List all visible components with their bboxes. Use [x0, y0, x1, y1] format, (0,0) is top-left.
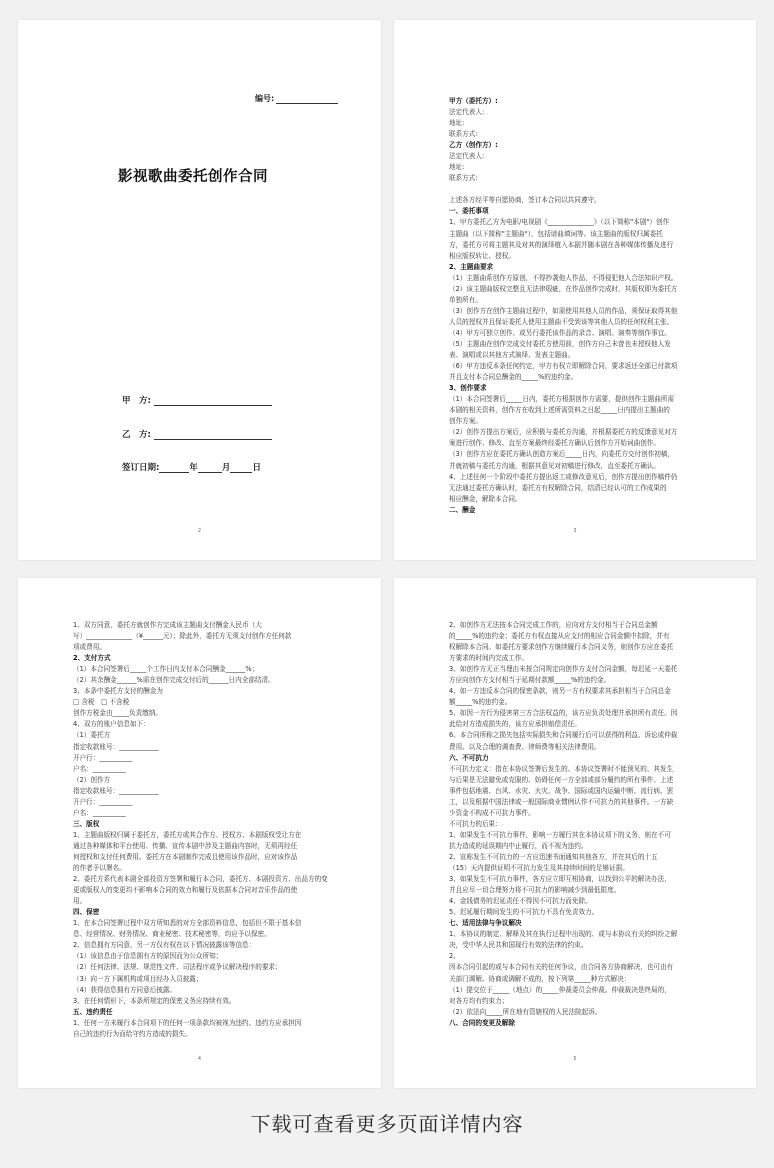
text-line: 创作方案。 — [449, 417, 482, 426]
text-line: （2）该主题曲版权完整且无法律瑕疵，在作品创作完成时，其版权即为委托方 — [449, 284, 678, 293]
text-line: （1）委托方 — [73, 731, 111, 740]
section-heading: 乙方（创作方）: — [449, 141, 498, 150]
contract-number — [255, 93, 338, 104]
download-caption: 下载可查看更多页面详情内容 — [250, 1112, 524, 1136]
text-line: 不可抗力定义：指在本协议签署后发生的、本协议签署时不能预见的、其发生 — [449, 764, 674, 773]
text-line: 抗力造成的延误期内中止履行，而不视为违约。 — [449, 841, 588, 850]
page-5-body — [449, 620, 709, 1029]
text-line: 4、如一方违反本合同的保密条款，则另一方有权要求其承担相当于合同总金 — [449, 687, 671, 696]
text-line: □ 含税 □ 不含税 — [73, 698, 130, 707]
text-line: （2）任何法律、法规、规范性文件、司法程序或争议解决程序的要求； — [73, 963, 282, 972]
text-line: 3、在任何情形下，本条所规定的保密义务应持续有效。 — [73, 996, 236, 1005]
day-label: 日 — [252, 463, 261, 473]
text-line: 1、主题曲版权归属于委托方，委托方或其合作方、授权方、本剧版权受让方在 — [73, 830, 302, 839]
contract-title: 影视歌曲委托创作合同 — [118, 169, 268, 185]
section-heading: 五、违约责任 — [73, 1007, 113, 1016]
text-line: （6）甲方违反本条任何约定，甲方有权立即解除合同，要求返还全部已付款项 — [449, 362, 678, 371]
text-line: 并且支付本合同总酬金的_____%的违约金。 — [449, 373, 578, 382]
text-line: 相应酬金，解除本合同。 — [449, 494, 522, 503]
text-line: 额_____%的违约金。 — [449, 698, 512, 707]
text-line: （1）主题曲系创作方原创，不得抄袭他人作品，不得侵犯他人合法知识产权。 — [449, 273, 678, 282]
text-line: （3）创作方在创作主题曲过程中，如需使用其他人员的作品，须保证取得其他 — [449, 306, 678, 315]
section-heading: 六、不可抗力 — [449, 753, 489, 762]
text-line: 对各方均有约束力； — [449, 996, 509, 1005]
text-line: 决，受中华人民共和国现行有效的法律的约束。 — [449, 941, 588, 950]
text-line: 3、本条中委托方支付的酬金为 — [73, 687, 163, 696]
party-a-label: 甲 方: — [122, 396, 151, 406]
text-line: 与后果是无法避免或克服的、妨碍任何一方全部或部分履约的所有事件。上述 — [449, 775, 674, 784]
contract-number-label: 编号: — [255, 94, 275, 103]
text-line: 2、如创作方无法按本合同完成工作的，应向对方支付相当于合同总金额 — [449, 621, 658, 629]
text-line: 并就初稿与委托方沟通，根据其意见对初稿进行修改，直至委托方确认。 — [449, 461, 660, 470]
text-line: （4）获得信息拥有方同意后披露。 — [73, 985, 177, 994]
text-line: 4、金钱债务的迟延责任不得因不可抗力而免除。 — [449, 897, 592, 906]
text-line: 表、演唱或以其他方式演绎、发表主题曲。 — [449, 351, 575, 360]
section-heading: 二、酬金 — [449, 505, 476, 514]
text-line: 指定收款账号：____________ — [73, 786, 159, 795]
text-line: 费用、以及合理的调查费、律师费等相关法律费用。 — [449, 742, 601, 751]
text-line: 无法通过委托方确认时，委托方有权解除合同，结清已经认可的工作成果的 — [449, 483, 667, 492]
text-line: 5、迟延履行期间发生的不可抗力不具有免责效力。 — [449, 908, 599, 917]
year-label: 年 — [189, 463, 198, 473]
text-line: 4、上述任何一个阶段中委托方提出返工或修改意见后，创作方提出创作稿件仍 — [449, 472, 678, 481]
text-line: 1、任何一方未履行本合同项下的任何一项条款均被视为违约。违约方应承担因 — [73, 1018, 302, 1027]
text-line: 的作者予以署名。 — [73, 864, 126, 873]
page-3-body — [449, 96, 709, 516]
text-line: 主题曲（以下简称"主题曲"），包括谱曲填词等。该主题曲的版权归属委托 — [449, 229, 663, 238]
text-line: 上述各方经平等自愿协商，签订本合同以共同遵守。 — [449, 196, 601, 205]
section-heading: 3、创作要求 — [449, 384, 487, 393]
text-line: 相应版权转让、授权。 — [449, 251, 515, 260]
text-line: 地址: — [449, 163, 465, 172]
page-number: 2 — [197, 528, 202, 534]
text-line: 法定代表人: — [449, 152, 485, 161]
text-line: （2）创作方 — [73, 775, 111, 784]
text-line: 1、在本合同签署过程中双方所知悉的对方全部资料信息，包括但不限于基本信 — [73, 919, 302, 928]
page-4 — [18, 578, 381, 1088]
page-cover — [18, 20, 381, 560]
year-blank — [159, 463, 189, 473]
text-line: 2、 — [449, 952, 460, 961]
section-heading: 2、主题曲要求 — [449, 262, 494, 271]
text-line: 项或费用。 — [73, 643, 106, 652]
text-line: 关部门调解。协商或调解不成的，按下列第_____种方式解决： — [449, 974, 631, 983]
party-b-label: 乙 方: — [122, 430, 151, 440]
text-line: 4、双方的账户信息如下： — [73, 720, 150, 729]
text-line: 法定代表人: — [449, 108, 485, 117]
text-line: 不可抗力的后果： — [449, 819, 502, 828]
page-3 — [394, 20, 756, 560]
text-line: 2、委托方系代表本剧全部投资方签署和履行本合同，委托方、本剧投资方、出品方的变 — [73, 875, 328, 884]
text-line: 6、本合同所称之损失包括实际损失和合同履行后可以获得的利益、诉讼或仲裁 — [449, 731, 678, 740]
day-blank — [230, 463, 252, 473]
text-line: 3、如果发生不可抗力事件，各方应立即互相协商，以找到公平的解决办法， — [449, 875, 671, 884]
text-line: 事件包括地震、台风、水灾、火灾、战争、国际或国内运输中断、流行病、罢 — [449, 786, 674, 795]
text-line: 联系方式: — [449, 130, 478, 139]
text-line: 权解除本合同。如委托方要求创作方继续履行本合同义务，则创作方应在委托 — [449, 643, 674, 652]
text-line: 何授权和支付任何费用。委托方在本剧制作完成且使用该作品时，应对该作品 — [73, 852, 298, 861]
text-line: 1、双方同意，委托方就创作方完成该主题曲支付酬金人民币（大 — [73, 621, 262, 629]
text-line — [449, 184, 709, 195]
text-line: 联系方式: — [449, 174, 478, 183]
text-line: 工，以及根据中国法律或一般国际商业惯例认作不可抗力的其他事件。一方缺 — [449, 797, 674, 806]
text-line: 方，委托方可将主题其及对其的演绎植入本剧并随本剧在各种媒体传播及进行 — [449, 240, 674, 249]
text-line: 3、如创作方无正当理由未按合同规定向创作方支付合同金额，每迟延一天委托 — [449, 665, 678, 674]
text-line: （2）其余酬金______%需在创作完成交付后的______日内全部结清。 — [73, 676, 275, 685]
text-line: （1）该信息由于信息拥有方的原因而为公众所知； — [73, 952, 223, 961]
text-line: 并且应尽一切合理努力将不可抗力的影响减少到最低限度。 — [449, 886, 621, 895]
page-number: 3 — [573, 528, 577, 534]
text-line: （15）天内提供证明不可抗力发生及其持续时间的足够证据。 — [449, 864, 629, 873]
text-line: 少资金不构成不可抗力事件。 — [449, 808, 535, 817]
sign-date-field — [122, 461, 261, 473]
section-heading: 一、委托事项 — [449, 207, 489, 216]
text-line: 更或版权人的变更均不影响本合同的效力和履行及依据本合同对音乐作品的使 — [73, 886, 298, 895]
month-label: 月 — [221, 463, 231, 473]
text-line: 用。 — [73, 897, 87, 906]
party-a-field — [122, 394, 272, 406]
section-heading: 甲方（委托方）: — [449, 97, 498, 105]
text-line: （5）主题曲在创作完成交付委托方使用前，创作方自己未曾也未授权他人发 — [449, 339, 671, 348]
text-line: （1）本合同签署后_____日内，委托方根据创作方需要，提供创作主题曲所需 — [449, 395, 675, 404]
text-line: （2）创作方提出方案后，应积极与委托方沟通，并根据委托方的反馈意见对方 — [449, 428, 678, 437]
text-line: 5、如因一方行为侵害第三方合法权益的，该方应负责处理并承担所有责任。因 — [449, 709, 678, 718]
text-line: 息、经营情况、财务情况、商业秘密、技术秘密等，均应予以保密。 — [73, 930, 271, 939]
text-line: 写）______________（¥______元）；除此外，委托方无须支付创作方任何款 — [73, 632, 292, 641]
party-b-field — [122, 428, 272, 440]
page-4-body — [73, 620, 333, 1040]
page-number: 5 — [573, 1056, 577, 1062]
text-line: 方应向创作方支付相当于延期付款额_____%的违约金。 — [449, 676, 611, 685]
month-blank — [198, 463, 222, 473]
text-line: 单独所有。 — [449, 295, 482, 304]
text-line: （2）依法向_____所在地有管辖权的人民法院起诉。 — [449, 1007, 602, 1016]
page-5 — [394, 578, 756, 1088]
text-line: 的_____%的违约金；委托方有权直接从应支付的相应合同金额中扣除，并有 — [449, 632, 670, 641]
text-line: 户名：__________ — [73, 764, 126, 773]
text-line: 开户行：__________ — [73, 753, 133, 762]
party-b-blank — [154, 430, 272, 440]
text-line: 案进行创作、修改、直至方案最终经委托方确认后创作方开始词曲创作。 — [449, 439, 660, 448]
text-line: 户名：__________ — [73, 808, 126, 817]
text-line: 2、信息拥有方同意，另一方仅有权在以下情况披露该等信息： — [73, 941, 256, 950]
text-line: 人员的授权并且保证委托人使用主题曲不受到该等其他人员的任何权利主张。 — [449, 317, 674, 326]
text-line: 1、如果发生不可抗力事件，影响一方履行其在本协议项下的义务，则在不可 — [449, 830, 671, 839]
party-a-blank — [154, 396, 272, 406]
page-number: 4 — [197, 1056, 202, 1062]
text-line: 开户行：__________ — [73, 797, 133, 806]
text-line: 地址: — [449, 119, 465, 128]
text-line: （3）向一方下属机构或项目经办人员披露； — [73, 974, 203, 983]
text-line: （1）提交位于_____（地点）的_____仲裁委员会仲裁。仲裁裁决是终局的， — [449, 985, 671, 994]
text-line: （4）甲方可独立创作、或另行委托该作品的录音、演唱、演奏等制作事宜。 — [449, 328, 671, 337]
text-line: 通过各种媒体和平台使用、传播、宣传本剧中涉及主题曲内容时，无须再经任 — [73, 841, 298, 850]
sign-date-label: 签订日期: — [122, 463, 160, 473]
text-line: （1）本合同签署后_____个工作日内支付本合同酬金______%； — [73, 665, 259, 674]
section-heading: 三、版权 — [73, 819, 100, 828]
section-heading: 四、保密 — [73, 908, 100, 917]
text-line: 创作方税金由_____负责缴纳。 — [73, 709, 163, 718]
section-heading: 2、支付方式 — [73, 654, 111, 663]
text-line: 此给对方造成损失的，该方应承担赔偿责任。 — [449, 720, 581, 729]
text-line: 1、甲方委托乙方为电影/电视剧《______________》（以下简称"本剧"）创作 — [449, 218, 670, 227]
text-line: （3）创作方应在委托方确认创造方案后_____日内，向委托方交付创作初稿， — [449, 450, 675, 459]
text-line: 自己的违约行为而给守约方造成的损失。 — [73, 1029, 192, 1038]
text-line: 2、宣称发生不可抗力的一方应迅速书面通知其他各方，并在其后的十五 — [449, 852, 658, 861]
section-heading: 七、适用法律与争议解决 — [449, 919, 522, 928]
text-line: 1、本协议的制定、解释及其在执行过程中出现的、或与本协议有关的纠纷之解 — [449, 930, 678, 939]
text-line: 方要求的时间内完成工作。 — [449, 654, 529, 663]
contract-number-blank — [276, 95, 338, 104]
section-heading: 八、合同的变更及解除 — [449, 1018, 515, 1027]
text-line: 指定收款账号：____________ — [73, 742, 159, 751]
text-line: 本剧的相关资料，创作方在收到上述所需资料之日起_____日内提出主题曲的 — [449, 406, 670, 415]
text-line: 因本合同引起的或与本合同有关的任何争议，由合同各方协商解决，也可由有 — [449, 963, 674, 972]
